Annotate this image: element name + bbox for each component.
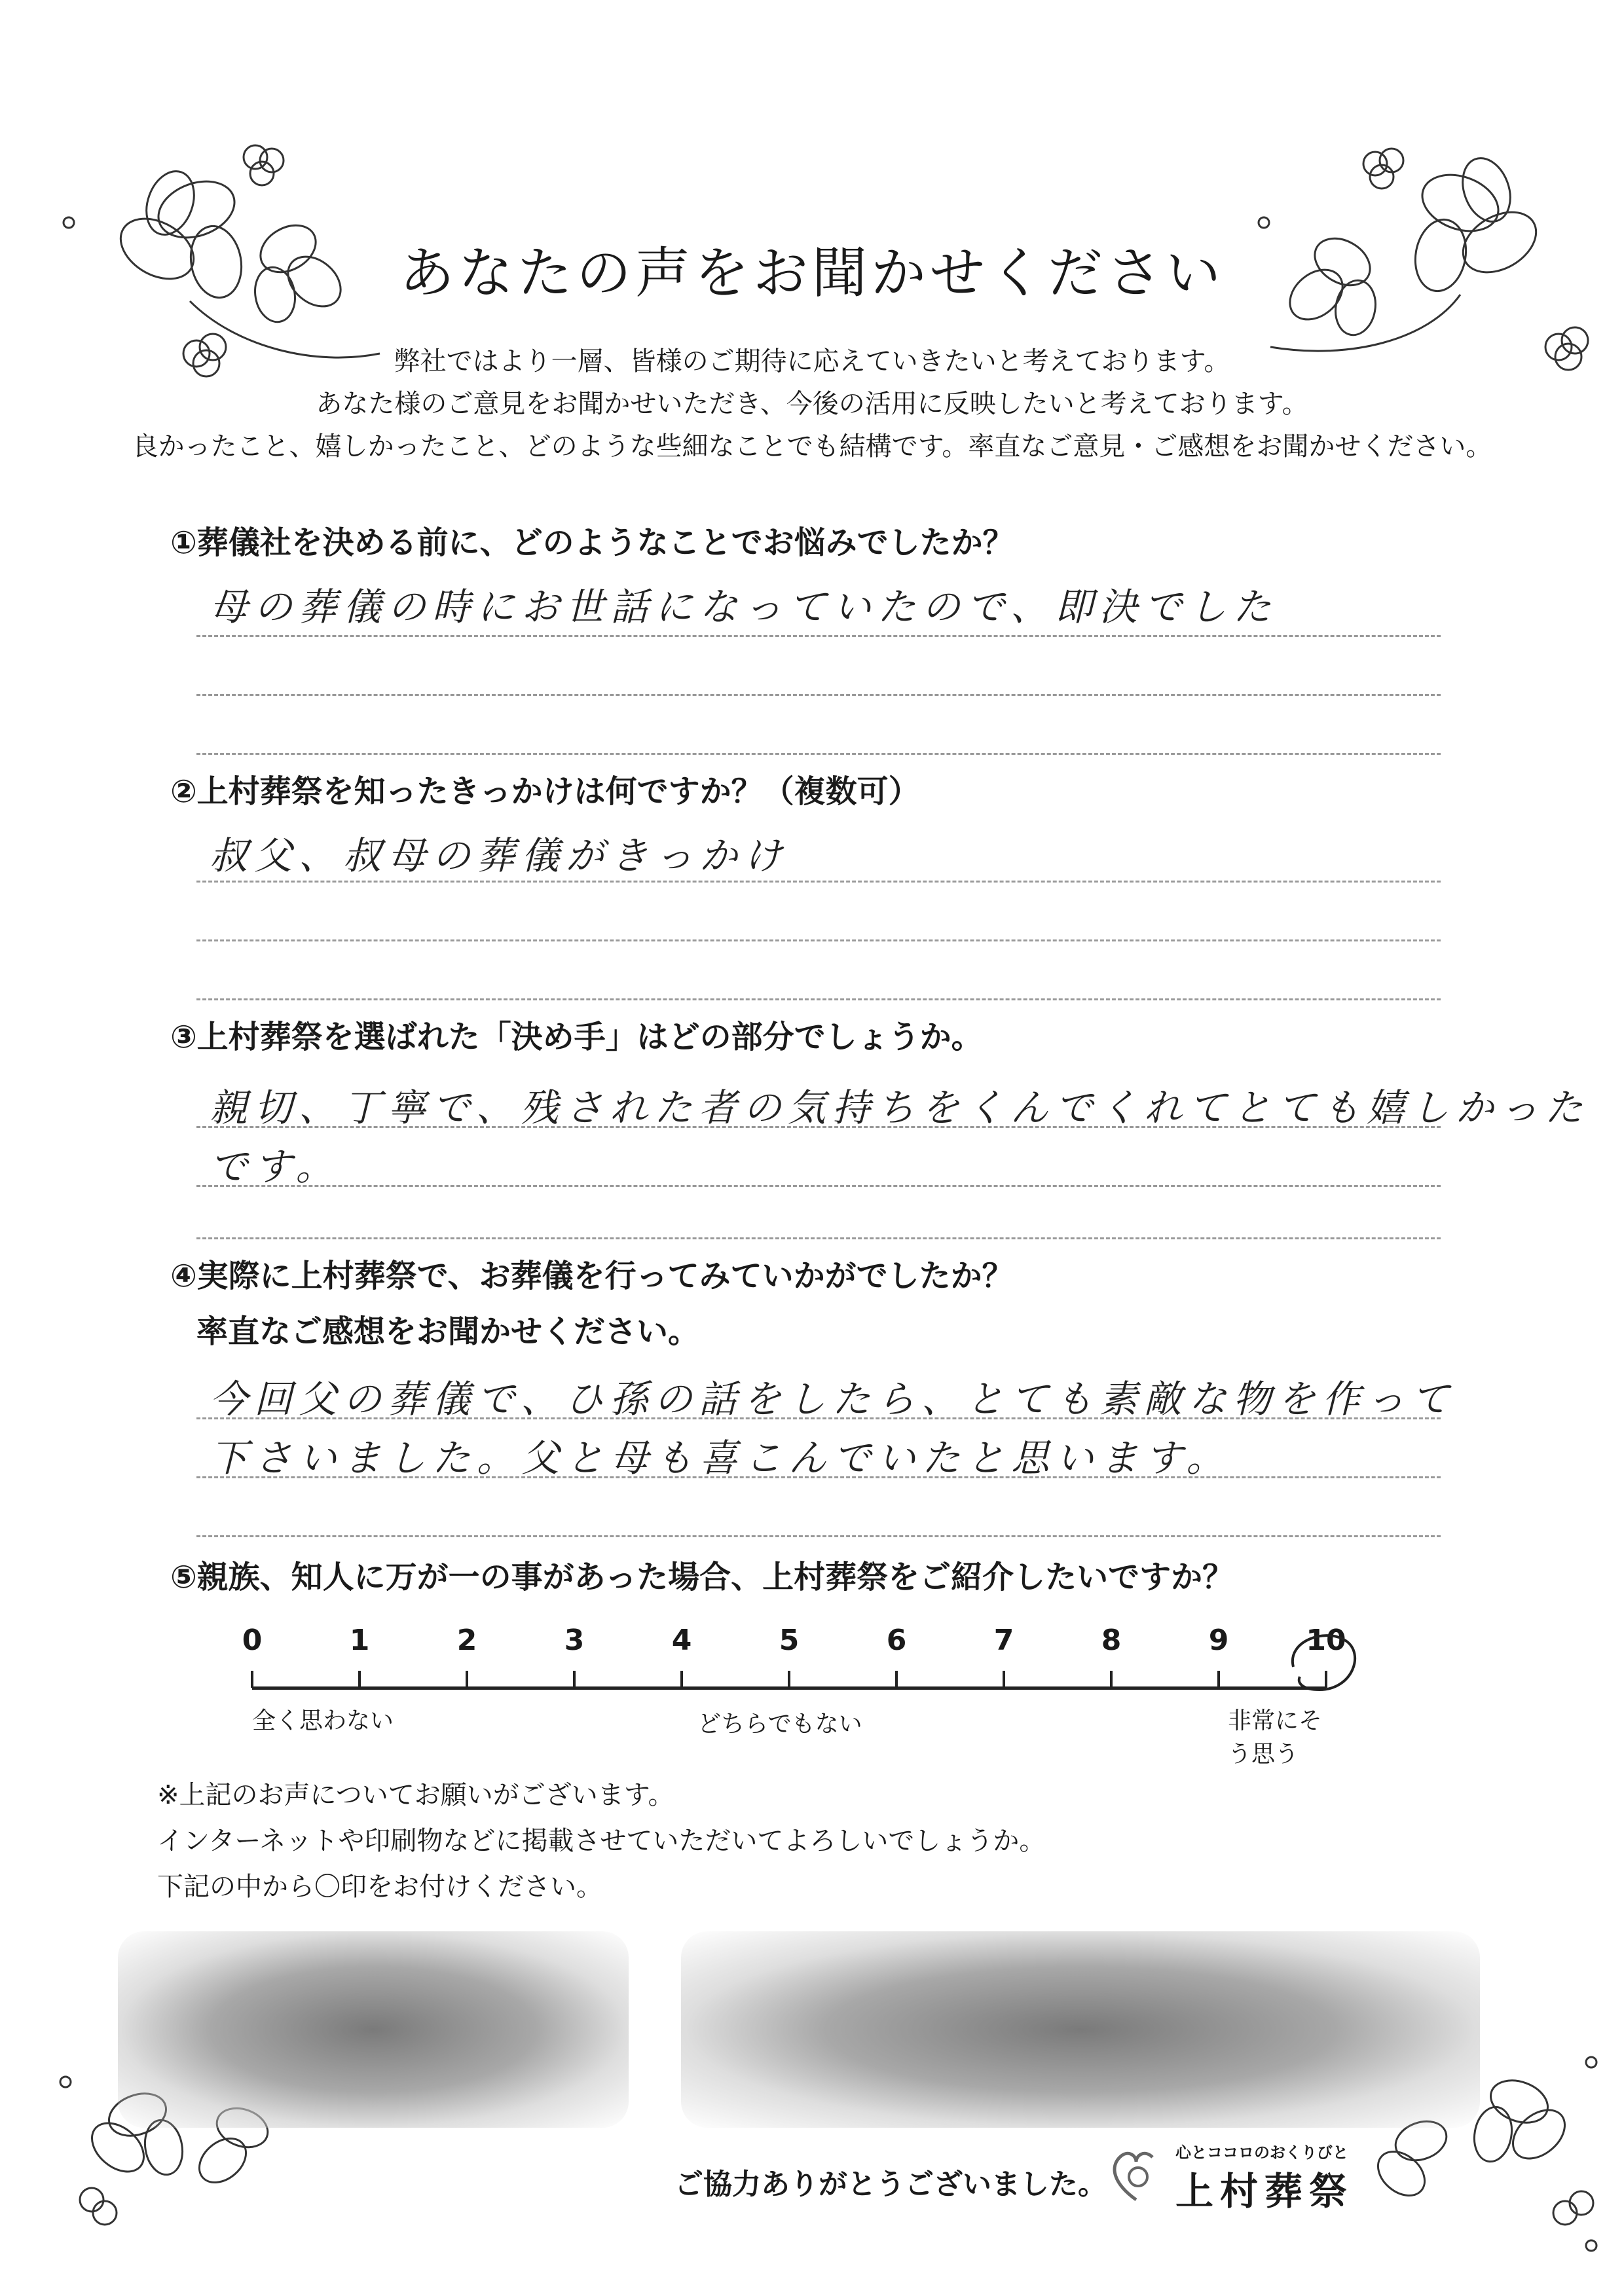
intro-line-2: あなた様のご意見をお聞かせいただき、今後の活用に反映したいと考えております。 (316, 389, 1308, 419)
company-heart-logo-icon (1107, 2141, 1166, 2206)
redacted-area-left (118, 1931, 629, 2128)
answer-guideline (196, 881, 1441, 883)
scale-number-6: 6 (886, 1624, 907, 1657)
scale-number-5: 5 (779, 1624, 800, 1657)
scale-number-0: 0 (242, 1624, 263, 1657)
scale-number-1: 1 (349, 1624, 370, 1657)
answer-guideline (196, 939, 1441, 941)
question-4-answer-line-1: 今回父の葬儀で、ひ孫の話をしたら、とても素敵な物を作って (210, 1377, 1456, 1421)
scale-number-3: 3 (564, 1624, 585, 1657)
question-3-answer-line-1: 親切、丁寧で、残された者の気持ちをくんでくれてとても嬉しかった (210, 1085, 1589, 1130)
answer-guideline (196, 1535, 1441, 1537)
scale-tick (788, 1671, 790, 1688)
question-1-label: ①葬儀社を決める前に、どのようなことでお悩みでしたか？ (170, 524, 1014, 561)
scale-tick (466, 1671, 468, 1688)
scale-tick (680, 1671, 683, 1688)
scale-tick (895, 1671, 898, 1688)
answer-guideline (196, 1237, 1441, 1239)
question-4-label: ④実際に上村葬祭で、お葬儀を行ってみていかがでしたか？ (170, 1258, 1014, 1294)
selected-circle-mark (1280, 1628, 1372, 1700)
note-line-2: インターネットや印刷物などに掲載させていただいてよろしいでしょうか。 (157, 1826, 1046, 1856)
scale-number-10: 10 (1306, 1624, 1346, 1657)
thanks-text: ご協力ありがとうございました。 (674, 2168, 1107, 2201)
question-3-answer-line-2: です。 (210, 1144, 341, 1189)
company-tagline: 心とココロのおくりびと (1175, 2143, 1348, 2162)
scale-number-7: 7 (993, 1624, 1014, 1657)
answer-guideline (196, 635, 1441, 637)
scale-tick (1110, 1671, 1113, 1688)
question-2-label: ②上村葬祭を知ったきっかけは何ですか？（複数可） (170, 773, 920, 810)
scale-tick (1003, 1671, 1005, 1688)
scale-tick (251, 1671, 253, 1688)
scale-tick (1217, 1671, 1220, 1688)
answer-guideline (196, 998, 1441, 1000)
page-title: あなたの声をお聞かせください (399, 241, 1225, 305)
company-name: 上村葬祭 (1175, 2169, 1354, 2214)
answer-guideline (196, 753, 1441, 755)
answer-guideline (196, 694, 1441, 696)
intro-line-1: 弊社ではより一層、皆様のご期待に応えていきたいと考えております。 (394, 346, 1230, 376)
note-line-1: ※上記のお声についてお願いがございます。 (157, 1780, 674, 1810)
scale-number-4: 4 (671, 1624, 692, 1657)
intro-line-3: 良かったこと、嬉しかったこと、どのような些細なことでも結構です。率直なご意見・ご感想をお聞かせください。 (132, 431, 1492, 462)
scale-tick (358, 1671, 361, 1688)
scale-tick (573, 1671, 576, 1688)
answer-guideline (196, 1417, 1441, 1419)
scale-label-low: 全く思わない (252, 1707, 394, 1734)
question-3-label: ③上村葬祭を選ばれた「決め手」はどの部分でしょうか。 (170, 1019, 983, 1055)
scale-number-9: 9 (1208, 1624, 1229, 1657)
note-line-3: 下記の中から〇印をお付けください。 (157, 1872, 602, 1902)
answer-guideline (196, 1476, 1441, 1478)
redacted-area-right (681, 1931, 1480, 2128)
answer-guideline (196, 1126, 1441, 1128)
rating-scale (242, 1624, 1346, 1768)
question-1-answer-line-1: 母の葬儀の時にお世話になっていたので、即決でした (210, 585, 1278, 629)
answer-guideline (196, 1185, 1441, 1187)
question-5-label: ⑤親族、知人に万が一の事があった場合、上村葬祭をご紹介したいですか？ (170, 1559, 1234, 1595)
question-4-answer-line-2: 下さいました。父と母も喜こんでいたと思います。 (210, 1436, 1231, 1480)
question-2-answer-line-1: 叔父、叔母の葬儀がきっかけ (210, 833, 789, 878)
scale-label-mid: どちらでもない (697, 1711, 862, 1738)
scale-number-2: 2 (456, 1624, 477, 1657)
question-4-label-line-2: 率直なご感想をお聞かせください。 (196, 1313, 700, 1350)
scale-label-high: 非常にそう思う (1228, 1707, 1323, 1768)
scale-number-8: 8 (1101, 1624, 1122, 1657)
